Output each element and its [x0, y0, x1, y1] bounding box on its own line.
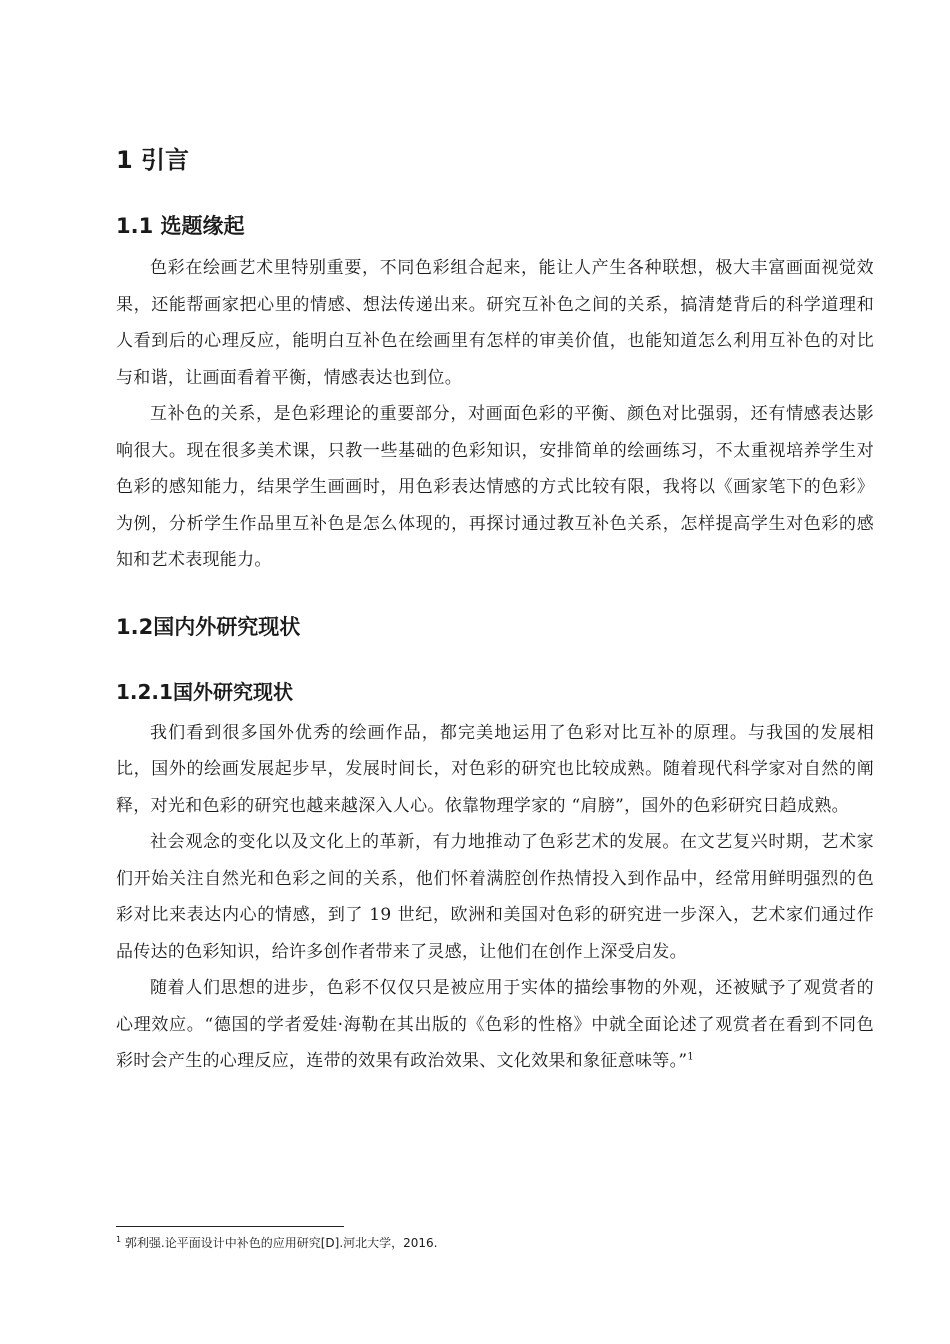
section-1-1-heading: 1.1 选题缘起 — [116, 214, 245, 238]
footnote — [116, 1234, 438, 1252]
paragraph: 社会观念的变化以及文化上的革新，有力地推动了色彩艺术的发展。在文艺复兴时期，艺术家们开始关注自然光和色彩之间的关系，他们怀着满腔创作热情投入到作品中，经常用鲜明强烈的色彩对比来表达内心的情感，到了 19 世纪，欧洲和美国对色彩的研究进一步深入，艺术家们通过作品传达的色彩知识，给许多创作者带来了灵感，让他们在创作上深受启发。 — [116, 832, 874, 962]
footnote-reference[interactable]: 1 — [687, 1051, 695, 1063]
paragraph-text: 随着人们思想的进步，色彩不仅仅只是被应用于实体的描绘事物的外观，还被赋予了观赏者的心理效应。“德国的学者爱娃·海勒在其出版的《色彩的性格》中就全面论述了观赏者在看到不同色彩时会产生的心理反应，连带的效果有政治效果、文化效果和象征意味等。” — [116, 978, 874, 1071]
footnote-separator — [116, 1226, 344, 1227]
footnote-number: 1 — [116, 1235, 122, 1244]
paragraph: 色彩在绘画艺术里特别重要，不同色彩组合起来，能让人产生各种联想，极大丰富画面视觉效果，还能帮画家把心里的情感、想法传递出来。研究互补色之间的关系，搞清楚背后的科学道理和人看到后的心理反应，能明白互补色在绘画里有怎样的审美价值，也能知道怎么利用互补色的对比与和谐，让画面看着平衡，情感表达也到位。 — [116, 258, 874, 388]
paragraph: 互补色的关系，是色彩理论的重要部分，对画面色彩的平衡、颜色对比强弱，还有情感表达影响很大。现在很多美术课，只教一些基础的色彩知识，安排简单的绘画练习，不太重视培养学生对色彩的感知能力，结果学生画画时，用色彩表达情感的方式比较有限，我将以《画家笔下的色彩》为例，分析学生作品里互补色是怎么体现的，再探讨通过教互补色关系，怎样提高学生对色彩的感知和艺术表现能力。 — [116, 404, 874, 570]
footnote-text: 郭利强.论平面设计中补色的应用研究[D].河北大学，2016. — [121, 1236, 438, 1250]
section-1-2-1-heading: 1.2.1国外研究现状 — [116, 679, 293, 704]
page-body — [116, 140, 874, 1080]
chapter-title: 1 引言 — [116, 146, 190, 174]
section-1-2-heading: 1.2国内外研究现状 — [116, 614, 301, 639]
paragraph: 我们看到很多国外优秀的绘画作品，都完美地运用了色彩对比互补的原理。与我国的发展相比，国外的绘画发展起步早，发展时间长，对色彩的研究也比较成熟。随着现代科学家对自然的阐释，对光和色彩的研究也越来越深入人心。依靠物理学家的 “肩膀”，国外的色彩研究日趋成熟。 — [116, 722, 874, 816]
paragraph-with-footnote — [116, 970, 874, 1080]
